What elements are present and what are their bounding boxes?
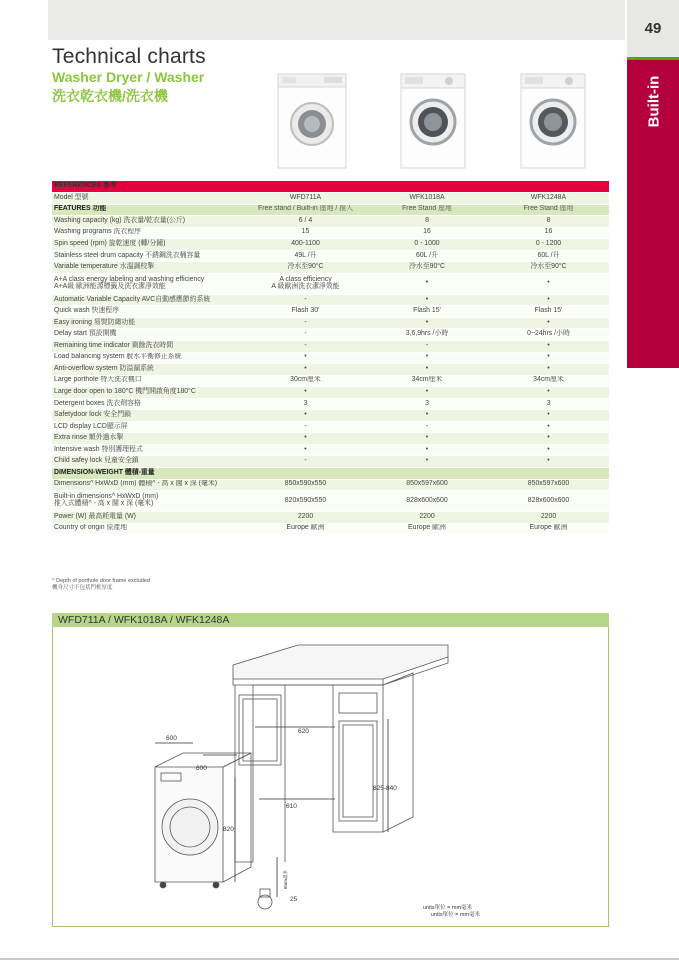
table-row (52, 193, 609, 205)
table-row (52, 375, 609, 387)
value-cell (366, 433, 488, 445)
row-label-text: Detergent boxes 洗衣劑容格 (54, 399, 141, 407)
row-label (52, 364, 245, 376)
dim-25: 25 (290, 896, 298, 903)
value-cell (245, 306, 366, 318)
value-text: • (425, 279, 429, 287)
table-row (52, 250, 609, 262)
value-text: 冷水至90°C (408, 263, 446, 271)
value-text: • (547, 364, 550, 372)
value-text: • (547, 295, 550, 303)
value-cell (488, 468, 609, 480)
drawing-title-bar (52, 613, 609, 627)
value-cell (366, 491, 488, 512)
row-label-text: A+A class energy labeling and washing efficiency (54, 275, 205, 283)
value-cell (488, 456, 609, 468)
value-text: 8 (425, 216, 429, 224)
table-row (52, 387, 609, 399)
value-text: 0~24hrs /小時 (527, 330, 570, 338)
table-row (52, 352, 609, 364)
value-text: 8 (546, 216, 551, 224)
row-label (52, 433, 245, 445)
value-cell (245, 227, 366, 239)
row-label (52, 317, 245, 329)
value-cell (366, 193, 488, 205)
value-text: - (304, 295, 307, 303)
value-cell (245, 421, 366, 433)
value-text: 冷水至90°C (530, 263, 567, 271)
value-cell (245, 317, 366, 329)
row-label-text: Stainless steel drum capacity 不銹鋼洗衣桶容量 (54, 251, 201, 259)
value-text: Free stand / Built-in 座地 / 推入 (258, 205, 353, 213)
row-label (52, 491, 245, 512)
table-header-row (52, 181, 609, 193)
drawing-title: WFD711A / WFK1018A / WFK1248A (58, 614, 230, 626)
row-label-text-2: A+A級 歐洲能源標籤及洗衣潔淨效能 (54, 282, 166, 290)
value-cell (488, 273, 609, 294)
value-cell (488, 329, 609, 341)
value-text: 30cm厘米 (290, 376, 321, 384)
row-label-text: FEATURES 功能 (54, 205, 107, 213)
value-cell (366, 329, 488, 341)
value-cell (366, 204, 488, 216)
value-text: • (304, 364, 307, 372)
value-cell (488, 250, 609, 262)
value-cell (245, 375, 366, 387)
section-row (52, 468, 609, 480)
footnote-line-1: ^ Depth of porthole door frame excluded (52, 578, 150, 584)
value-cell (488, 294, 609, 306)
value-cell (366, 306, 488, 318)
row-label-text: Large porthole 特大洗衣機口 (54, 376, 142, 384)
row-label-text: Large door open to 180°C 機門開啟角度180°C (54, 388, 196, 396)
value-cell (245, 273, 366, 294)
table-row (52, 306, 609, 318)
units-line-1: units單位 = mm毫米 (423, 905, 473, 911)
value-text: - (425, 422, 429, 430)
row-label-text: Quick wash 快速程序 (54, 307, 120, 315)
table-row (52, 398, 609, 410)
value-text: - (304, 422, 307, 430)
row-label (52, 523, 245, 535)
table-row (52, 329, 609, 341)
row-label-text: Remaining time indicator 剩餘洗衣時間 (54, 341, 174, 349)
value-text: 0 - 1200 (535, 240, 562, 247)
value-text: 828x600x600 (527, 496, 570, 504)
value-cell (488, 193, 609, 205)
value-text: • (425, 295, 429, 303)
row-label (52, 375, 245, 387)
table-row (52, 523, 609, 535)
value-text: • (547, 422, 550, 430)
dim-600-a: 600 (166, 735, 177, 742)
value-cell (488, 512, 609, 524)
value-text: • (425, 364, 429, 372)
header-cell (366, 181, 488, 193)
value-text: 60L /升 (416, 251, 438, 259)
value-text: 6 / 4 (298, 216, 313, 224)
table-row (52, 364, 609, 376)
value-cell (366, 317, 488, 329)
value-cell (366, 352, 488, 364)
value-cell (245, 456, 366, 468)
dim-620: 620 (298, 728, 309, 735)
value-text: 15 (301, 228, 310, 236)
value-cell (488, 523, 609, 535)
row-label (52, 262, 245, 274)
page-number-box (627, 0, 679, 60)
row-label-text: Anti-overflow system 防溢漏系統 (54, 364, 154, 372)
table-row (52, 216, 609, 228)
value-cell (366, 375, 488, 387)
value-text: • (547, 445, 550, 453)
table-row (52, 421, 609, 433)
value-text: 60L /升 (537, 251, 560, 259)
value-cell (245, 387, 366, 399)
value-cell (245, 364, 366, 376)
value-cell (366, 421, 488, 433)
value-text: • (547, 353, 550, 361)
value-cell (245, 444, 366, 456)
value-cell (366, 456, 488, 468)
value-text: 3 (425, 399, 429, 407)
table-row (52, 444, 609, 456)
value-text: 820x590x550 (284, 496, 327, 504)
footnote (52, 578, 150, 592)
value-text: Europe 歐洲 (408, 524, 446, 532)
value-text: 2200 (540, 512, 557, 520)
value-cell (488, 352, 609, 364)
table-header: REFERENCES 參考 (52, 181, 245, 193)
value-cell (488, 421, 609, 433)
row-label (52, 512, 245, 524)
row-label (52, 398, 245, 410)
installation-drawing-panel (52, 627, 609, 927)
row-label-text-2: 推入式體積^ - 高 x 闊 x 深 (毫米) (54, 500, 154, 508)
side-label (634, 75, 674, 135)
value-cell (245, 216, 366, 228)
value-text-2: A 級歐洲洗衣潔淨效能 (271, 282, 340, 290)
value-text: 828x600x600 (406, 496, 448, 504)
row-label-text: LCD display LCD顯示屏 (54, 422, 128, 430)
value-text: Flash 15' (413, 307, 441, 315)
value-text: 3,6,9hrs /小時 (405, 330, 449, 338)
product-image-wfk1018a (393, 72, 473, 172)
value-cell (366, 410, 488, 422)
value-text: • (547, 341, 550, 349)
row-label (52, 306, 245, 318)
row-label (52, 479, 245, 491)
value-text: • (304, 411, 307, 419)
value-text: 850x597x600 (527, 480, 570, 488)
row-label-text: Spin speed (rpm) 旋乾速度 (轉/分鐘) (54, 240, 166, 247)
value-cell (366, 512, 488, 524)
value-cell (488, 433, 609, 445)
value-text: 3 (303, 399, 308, 407)
value-cell (488, 216, 609, 228)
value-text: • (425, 434, 429, 442)
row-label (52, 341, 245, 353)
table-row (52, 341, 609, 353)
value-text: 49L /升 (294, 251, 317, 259)
row-label (52, 387, 245, 399)
header-cell (488, 181, 609, 193)
value-cell (366, 250, 488, 262)
installation-drawing (53, 627, 608, 926)
product-image-wfd711a (272, 72, 352, 172)
value-cell (245, 468, 366, 480)
value-text: 400-1100 (291, 240, 320, 247)
row-label-text: Washing capacity (kg) 洗衣量/乾衣量(公斤) (54, 216, 186, 224)
value-text: Europe 歐洲 (286, 524, 325, 532)
value-text: • (304, 445, 307, 453)
row-label-text: Child safey lock 兒童安全鎖 (54, 457, 139, 465)
value-text: 850x597x600 (406, 480, 448, 488)
row-label-text: Delay start 預設開機 (54, 330, 117, 338)
value-cell (366, 341, 488, 353)
spec-table (52, 181, 609, 535)
value-cell (488, 364, 609, 376)
value-cell (488, 387, 609, 399)
header-cell (245, 181, 366, 193)
value-cell (245, 352, 366, 364)
dim-600-b: 600 (196, 765, 207, 772)
page-title: Technical charts (52, 45, 206, 68)
value-cell (488, 317, 609, 329)
row-label (52, 294, 245, 306)
value-text: • (425, 445, 429, 453)
value-text: Free Stand 座地 (523, 205, 574, 213)
row-label (52, 239, 245, 251)
top-band (48, 0, 625, 40)
value-text: Europe 歐洲 (529, 524, 568, 532)
value-text: 冷水至90°C (287, 263, 324, 271)
row-label (52, 352, 245, 364)
value-cell (366, 398, 488, 410)
table-row (52, 433, 609, 445)
value-text: • (547, 457, 550, 465)
footnote-line-2: 機身尺寸不包括門框厚度 (52, 585, 113, 591)
value-text: 34cm厘米 (533, 376, 564, 384)
value-text: Flash 30' (291, 307, 320, 315)
row-label (52, 468, 245, 480)
value-cell (245, 410, 366, 422)
page-subtitle-zh: 洗衣乾衣機/洗衣機 (52, 88, 168, 104)
value-cell (245, 523, 366, 535)
row-label (52, 410, 245, 422)
dim-825-840: 825-840 (373, 785, 397, 792)
value-cell (488, 204, 609, 216)
product-image-wfk1248a (513, 72, 593, 172)
value-text: - (304, 341, 307, 349)
value-cell (245, 193, 366, 205)
value-text: 850x590x550 (284, 480, 327, 488)
value-text: • (547, 434, 550, 442)
row-label-text: Easy ironing 易熨防縐功能 (54, 318, 136, 326)
value-cell (488, 491, 609, 512)
row-label-text: Automatic Variable Capacity AVC自動感應節約系統 (54, 295, 211, 303)
row-label-text: Washing programs 洗衣程序 (54, 228, 142, 236)
value-cell (245, 250, 366, 262)
row-label (52, 329, 245, 341)
value-cell (245, 398, 366, 410)
dim-610: 610 (286, 803, 297, 810)
value-text: • (425, 388, 429, 396)
value-cell (245, 341, 366, 353)
row-label-text: Model 型號 (54, 193, 89, 201)
table-row (52, 239, 609, 251)
value-text: • (547, 318, 550, 326)
value-cell (488, 479, 609, 491)
row-label-text: Extra rinse 額外過水掣 (54, 434, 124, 442)
table-row (52, 262, 609, 274)
value-text: 2200 (297, 512, 314, 520)
value-cell (366, 523, 488, 535)
table-row (52, 227, 609, 239)
table-row (52, 456, 609, 468)
value-cell (245, 204, 366, 216)
side-label-text: Built-in (645, 75, 663, 128)
value-cell (366, 364, 488, 376)
row-label-text: Built-in dimensions^ HxWxD (mm) (54, 493, 159, 501)
value-cell (366, 262, 488, 274)
value-text: • (547, 388, 550, 396)
table-row (52, 294, 609, 306)
value-text: Flash 15' (534, 307, 563, 315)
value-text: A class efficiency (279, 275, 332, 283)
value-cell (245, 294, 366, 306)
row-label (52, 444, 245, 456)
value-text: 34cm厘米 (411, 376, 443, 384)
value-text: Free Stand 座地 (402, 205, 452, 213)
table-row (52, 410, 609, 422)
value-cell (245, 512, 366, 524)
value-cell (488, 227, 609, 239)
value-cell (245, 262, 366, 274)
section-row (52, 204, 609, 216)
dim-820: 820 (223, 826, 234, 833)
value-cell (245, 239, 366, 251)
row-label (52, 250, 245, 262)
value-text: • (304, 353, 307, 361)
value-cell (488, 262, 609, 274)
row-label (52, 216, 245, 228)
units-line-2: units單位 = mm毫米 (431, 912, 481, 918)
value-cell (245, 479, 366, 491)
row-label (52, 204, 245, 216)
value-text: • (425, 318, 429, 326)
value-cell (366, 216, 488, 228)
value-cell (366, 444, 488, 456)
value-text: • (304, 434, 307, 442)
value-cell (245, 491, 366, 512)
value-cell (488, 444, 609, 456)
value-cell (488, 375, 609, 387)
value-text: - (304, 318, 307, 326)
value-text: • (304, 388, 307, 396)
row-label (52, 227, 245, 239)
row-label (52, 193, 245, 205)
table-row (52, 317, 609, 329)
value-text: WFK1248A (530, 193, 567, 201)
value-text: - (304, 457, 307, 465)
value-cell (366, 479, 488, 491)
value-cell (366, 294, 488, 306)
row-label-text: DIMENSION-WEIGHT 體積-重量 (54, 468, 155, 476)
row-label (52, 456, 245, 468)
value-cell (245, 433, 366, 445)
value-text: - (425, 341, 429, 349)
value-cell (366, 387, 488, 399)
value-cell (488, 410, 609, 422)
value-cell (366, 468, 488, 480)
row-label-text: Intensive wash 特別護理程式 (54, 445, 143, 453)
value-text: WFD711A (289, 193, 322, 201)
row-label (52, 273, 245, 294)
value-cell (488, 306, 609, 318)
page-subtitle-en: Washer Dryer / Washer (52, 69, 205, 85)
row-label-text: Variable temperature 水溫調校掣 (54, 263, 155, 271)
table-row (52, 479, 609, 491)
value-text: 2200 (419, 512, 435, 520)
value-text: 0 - 1000 (414, 240, 440, 247)
value-cell (488, 239, 609, 251)
row-label (52, 421, 245, 433)
value-cell (366, 239, 488, 251)
table-row (52, 273, 609, 294)
value-text: • (425, 457, 429, 465)
value-cell (366, 273, 488, 294)
value-text: 16 (544, 228, 553, 236)
value-text: • (425, 411, 429, 419)
row-label-text: Country of origin 原產地 (54, 524, 128, 532)
value-text: - (304, 330, 307, 338)
value-text: • (425, 353, 429, 361)
row-label-text: Load balancing system 脫水平衡修正系統 (54, 353, 182, 361)
value-cell (366, 227, 488, 239)
row-label-text: Power (W) 最高耗電量 (W) (54, 512, 136, 520)
table-row (52, 491, 609, 512)
value-cell (488, 341, 609, 353)
value-cell (488, 398, 609, 410)
dim-vertical: 8mm最多 (283, 870, 288, 889)
value-text: • (547, 279, 550, 287)
row-label-text: Safetydoor lock 安全門鎖 (54, 411, 131, 419)
value-text: 3 (546, 399, 551, 407)
value-text: 16 (423, 228, 431, 236)
page-number: 49 (644, 20, 662, 37)
value-cell (245, 329, 366, 341)
value-text: WFK1018A (409, 193, 445, 201)
table-row (52, 512, 609, 524)
row-label-text: Dimensions^ HxWxD (mm) 體積^ - 高 x 闊 x 深 (毫米) (54, 480, 218, 488)
value-text: • (547, 411, 550, 419)
